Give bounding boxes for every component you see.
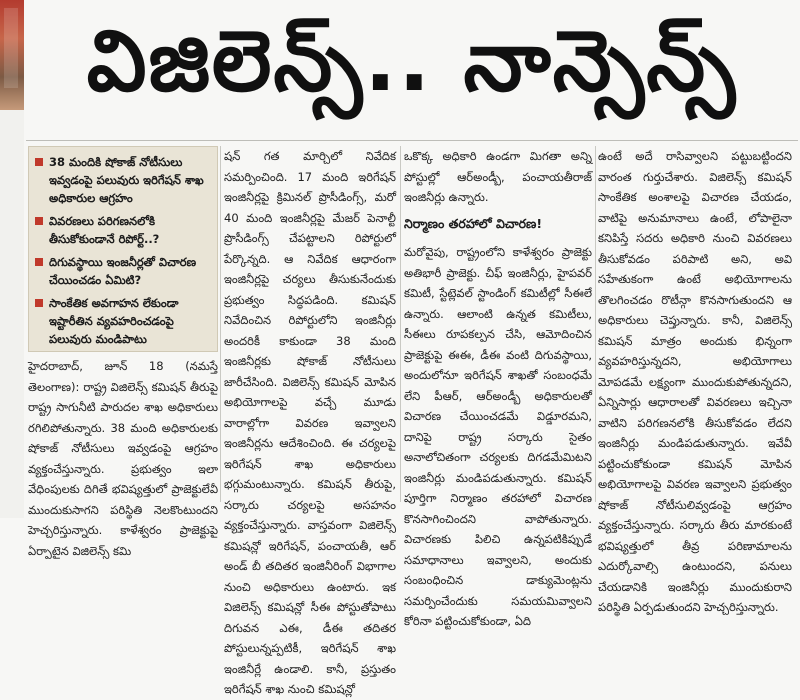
column-divider	[220, 146, 221, 502]
highlight-text: 38 మందికి షోకాజ్ నోటీసులు ఇవ్వడంపై పలువురు ఇరిగేషన్ శాఖ అధికారుల ఆగ్రహం	[49, 155, 204, 205]
highlight-text: దిగువస్థాయి ఇంజనీర్లతో విచారణ చేయించడం ఏమిటి?	[49, 255, 197, 287]
paragraph: మరోవైపు, రాష్ట్రంలోని కాళేశ్వరం ప్రాజెక్టు అతిభారీ ప్రాజెక్టు. చీఫ్ ఇంజినీర్లు, హైపవర్ కమిటీ, స్టేట్లెవల్ స్టాండింగ్ కమిటీల్లో సీఈలే ఉన్నారు. ఆలాంటి ఉన్నత కమిటీలు, సీఈలు రూపకల్పన చేసి, ఆమోదించిన ప్రాజెక్టుపై ఈఈ, డీఈ వంటి దిగువస్థాయి, అందులోనూ ఇరిగేషన్ శాఖతో సంబంధమే లేని పీఆర్, ఆర్అండ్బీ అధికారులతో విచారణ చేయించడమే విడ్డూరమని, దానిపై రాష్ట్ర సర్కారు సైతం అనాలోచితంగా చర్యలకు దిగడమేమిటని ఇంజినీర్లు మండిపడుతున్నారు. కమిషన్ పూర్తిగా నిర్మాణం తరహాలో విచారణ కొనసాగించిందని వాపోతున్నారు. విచారణకు పిలిచి ఉన్నపటికిప్పుడే సమాధానాలు ఇవ్వాలని, అందుకు సంబంధించిన డాక్యుమెంట్లను సమర్పించేందుకు సమయమివ్వాలని కోరినా పట్టించుకోకుండా, ఏది	[404, 245, 592, 628]
paragraph: హైదరాబాద్, జూన్ 18 (నమస్తే తెలంగాణ): రాష్ట్ర విజిలెన్స్ కమిషన్ తీరుపై రాష్ట్ర సాగునీటి పారుదల శాఖ అధికారులు రగిలిపోతున్నారు. 38 మంది అధికారులకు షోకాజ్ నోటీసులు ఇవ్వడంపై ఆగ్రహం వ్యక్తంచేస్తున్నారు. ప్రభుత్వం ఇలా వేధింపులకు దిగితే భవిష్యత్తులో ప్రాజెక్టులేవీ ముందుకుసాగని పరిస్థితి నెలకొంటుందని హెచ్చరిస్తున్నారు. కాళేశ్వరం ప్రాజెక్టుపై ఏర్పాటైన విజిలెన్స్ కమి	[28, 359, 218, 558]
square-bullet-icon	[35, 217, 43, 225]
square-bullet-icon	[35, 258, 43, 266]
paragraph: ఒకొక్క అధికారి ఉండగా మిగతా అన్ని పోస్టుల్లో ఆర్అండ్బీ, పంచాయతీరాజ్ ఇంజినీర్లు ఉన్నారు.	[404, 149, 592, 204]
highlight-item	[35, 153, 211, 207]
article-column-1	[28, 356, 218, 558]
article-column-3	[404, 146, 592, 628]
highlight-item	[35, 212, 211, 248]
square-bullet-icon	[35, 158, 43, 166]
adjacent-article-strip	[0, 0, 24, 518]
highlight-item	[35, 253, 211, 289]
column-divider	[595, 146, 596, 502]
square-bullet-icon	[35, 299, 43, 307]
paragraph: షన్ గత మార్చిలో నివేదిక సమర్పించింది. 17 మంది ఇరిగేషన్ ఇంజినీర్లపై క్రిమినల్ ప్రొసీడింగ్స్, మరో 40 మంది ఇంజినీర్లపై మేజర్ పెనాల్టీ ప్రొసీడింగ్స్ చేపట్టాలని రిపోర్టులో పేర్కొన్నది. ఆ నివేదిక ఆధారంగా ఇంజినీర్లపై చర్యలు తీసుకునేందుకు ప్రభుత్వం సిద్ధపడింది. కమిషన్ నివేదించిన రిపోర్టులోని ఇంజినీర్లు అందరికీ కాకుండా 38 మంది ఇంజినీర్లకు షోకాజ్ నోటీసులు జారీచేసింది. విజిలెన్స్ కమిషన్ మోపిన అభియోగాలపై వచ్చే మూడు వారాల్లోగా వివరణ ఇవ్వాలని ఇంజినీర్లను ఆదేశించింది. ఈ చర్యలపై ఇరిగేషన్ శాఖ అధికారులు భగ్గుమంటున్నారు. కమిషన్ తీరుపై, సర్కారు చర్యలపై అసహనం వ్యక్తంచేస్తున్నారు. వాస్తవంగా విజిలెన్స్ కమిషన్లో ఇరిగేషన్, పంచాయతీ, ఆర్ అండ్ బీ తదితర ఇంజినీరింగ్ విభాగాల నుంచి అధికారులు ఉంటారు. ఇక విజిలెన్స్ కమిషన్లో సీఈ పోస్టుతోపాటు దిగువన ఎఈ, డీఈ తదితర పోస్టులున్నప్పటికీ, ఇరిగేషన్ శాఖ ఇంజినీర్లే ఉండాలి. కానీ, ప్రస్తుతం ఇరిగేషన్ శాఖ నుంచి కమిషన్లో	[224, 149, 396, 696]
highlight-text: సాంకేతిక అవగాహన లేకుండా ఇష్టారీతిన వ్యవహరించడంపై పలువురు మండిపాటు	[49, 296, 179, 346]
adjacent-photo	[0, 0, 24, 110]
article-column-2	[224, 146, 396, 696]
column-divider	[400, 146, 401, 502]
highlight-item	[35, 294, 211, 348]
headline: విజిలెన్స్.. నాన్సెన్స్	[26, 2, 798, 141]
article-column-4	[598, 146, 792, 614]
highlights-box	[28, 146, 218, 352]
subheading: నిర్మాణం తరహాలో విచారణ!	[404, 215, 543, 231]
highlight-text: వివరణలు పరిగణనలోకి తీసుకోకుండానే రిపోర్ట్..?	[49, 214, 160, 246]
paragraph: ఉంటే అదే రాసివ్వాలని పట్టుబట్టిందని వారంత గుర్తుచేశారు. విజిలెన్స్ కమిషన్ సాంకేతిక అంశాలపై విచారణ చేయడం, వాటిపై అనుమానాలు ఉంటే, లోపాలైనా కనిపిస్తే సదరు అధికారి నుంచి వివరణలు తీసుకోవడం పరిపాటి అని, అవి సహేతుకంగా ఉంటే అభియోగాలను తొలగించడం రొటీన్గా కొనసాగుతుందని ఆ అధికారులు చెప్తున్నారు. కానీ, విజిలెన్స్ కమిషన్ మాత్రం అందుకు భిన్నంగా వ్యవహరిస్తున్నదని, అభియోగాలు మోపడమే లక్ష్యంగా ముందుకుపోతున్నదని, ఏన్నిసార్లు ఆధారాలతో వివరణలు ఇచ్చినా వాటిని పరిగణనలోకి తీసుకోవడం లేదని ఇంజినీర్లు మండిపడుతున్నారు. ఇవేవీ పట్టించుకోకుండా కమిషన్ మోపిన అభియోగాలపై వివరణ ఇవ్వాలని ప్రభుత్వం షోకాజ్ నోటీసులివ్వడంపై ఆగ్రహం వ్యక్తంచేస్తున్నారు. సర్కారు తీరు మారకుంటే భవిష్యత్తులో తీవ్ర పరిణామాలను ఎదుర్కోవాల్సి ఉంటుందని, పనులు చేయడానికి ఇంజినీర్లు ముందుకురాని పరిస్థితి ఏర్పడుతుందని హెచ్చరిస్తున్నారు.	[598, 149, 792, 614]
